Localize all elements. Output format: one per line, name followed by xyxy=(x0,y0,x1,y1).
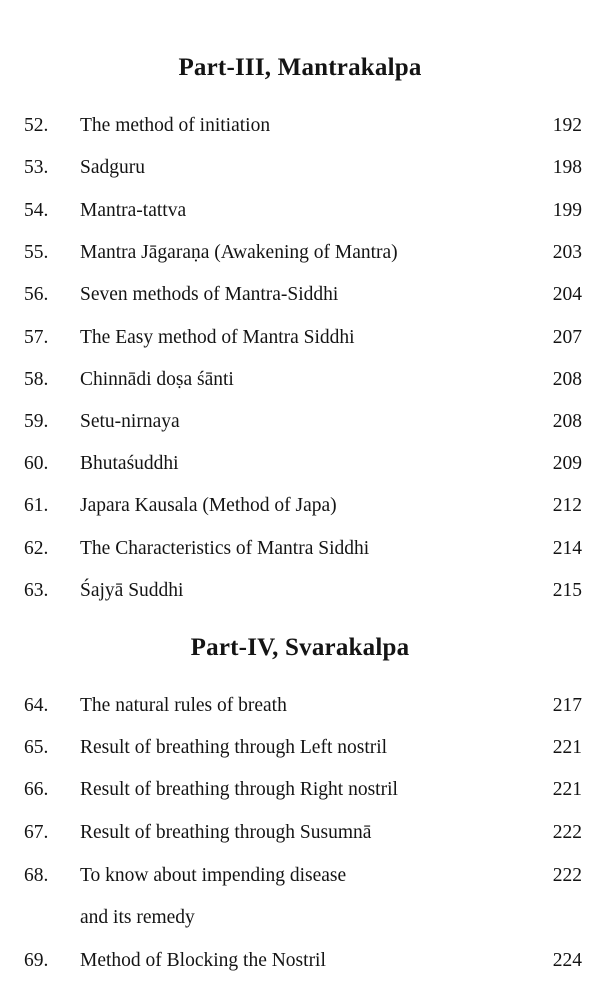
section-title-part-4: Part-IV, Svarakalpa xyxy=(190,634,410,661)
entry-number: 64. xyxy=(24,695,49,716)
entry-number: 68. xyxy=(24,865,49,886)
entry-page: 222 xyxy=(552,822,582,843)
entry-title: Sadguru xyxy=(80,157,145,178)
entry-title: Śajyā Suddhi xyxy=(80,580,184,601)
entry-title: The Easy method of Mantra Siddhi xyxy=(80,327,355,348)
entry-page: 204 xyxy=(552,284,582,305)
entry-title: Result of breathing through Susumnā xyxy=(80,822,372,843)
entry-page: 221 xyxy=(552,779,582,800)
entry-page: 192 xyxy=(552,115,582,136)
toc-entry xyxy=(0,449,600,479)
entry-title: To know about impending disease xyxy=(80,865,347,886)
entry-page: 203 xyxy=(552,242,582,263)
entry-number: 58. xyxy=(24,369,49,390)
toc-entry xyxy=(0,576,600,606)
toc-entry xyxy=(0,153,600,183)
entry-page: 207 xyxy=(552,327,582,348)
entry-page: 214 xyxy=(552,538,582,559)
toc-entry xyxy=(0,196,600,226)
entry-number: 62. xyxy=(24,538,49,559)
entry-page: 208 xyxy=(552,369,582,390)
entry-title-continuation: and its remedy xyxy=(80,907,195,928)
entry-number: 63. xyxy=(24,580,49,601)
entry-title: The method of initiation xyxy=(80,115,271,136)
toc-entry xyxy=(0,407,600,437)
entry-page: 209 xyxy=(552,453,582,474)
toc-entry xyxy=(0,946,600,976)
entry-number: 69. xyxy=(24,950,49,971)
section-title-part-3: Part-III, Mantrakalpa xyxy=(178,54,422,81)
entry-page: 224 xyxy=(552,950,582,971)
toc-entry xyxy=(0,534,600,564)
toc-entry xyxy=(0,238,600,268)
entry-number: 54. xyxy=(24,200,49,221)
entry-number: 66. xyxy=(24,779,49,800)
toc-entry xyxy=(0,775,600,805)
toc-entry xyxy=(0,818,600,848)
toc-entry xyxy=(0,280,600,310)
entry-number: 59. xyxy=(24,411,49,432)
entry-number: 52. xyxy=(24,115,49,136)
entry-title: Method of Blocking the Nostril xyxy=(80,950,326,971)
entry-title: Result of breathing through Right nostril xyxy=(80,779,398,800)
entry-title: The Characteristics of Mantra Siddhi xyxy=(80,538,370,559)
entry-title: Mantra-tattva xyxy=(80,200,187,221)
entry-title: Result of breathing through Left nostril xyxy=(80,737,388,758)
entry-page: 217 xyxy=(552,695,582,716)
entry-page: 199 xyxy=(552,200,582,221)
entry-title: Bhutaśuddhi xyxy=(80,453,179,474)
entry-title: Seven methods of Mantra-Siddhi xyxy=(80,284,339,305)
entry-title: Setu-nirnaya xyxy=(80,411,180,432)
entry-number: 56. xyxy=(24,284,49,305)
toc-entry xyxy=(0,323,600,353)
toc-entry xyxy=(0,111,600,141)
entry-title: Chinnādi doṣa śānti xyxy=(80,369,234,390)
toc-entry xyxy=(0,491,600,521)
entry-number: 60. xyxy=(24,453,49,474)
toc-entry xyxy=(0,733,600,763)
toc-entry xyxy=(0,861,600,928)
entry-page: 198 xyxy=(552,157,582,178)
toc-entry xyxy=(0,691,600,721)
entry-number: 57. xyxy=(24,327,49,348)
toc-entry xyxy=(0,365,600,395)
entry-page: 221 xyxy=(552,737,582,758)
entry-number: 67. xyxy=(24,822,49,843)
entry-page: 222 xyxy=(552,865,582,886)
entry-number: 53. xyxy=(24,157,49,178)
entry-number: 61. xyxy=(24,495,49,516)
entry-page: 215 xyxy=(552,580,582,601)
entry-title: Mantra Jāgaraṇa (Awakening of Mantra) xyxy=(80,242,398,263)
entry-page: 212 xyxy=(552,495,582,516)
entry-page: 208 xyxy=(552,411,582,432)
entry-number: 55. xyxy=(24,242,49,263)
entry-title: The natural rules of breath xyxy=(80,695,287,716)
entry-number: 65. xyxy=(24,737,49,758)
entry-title: Japara Kausala (Method of Japa) xyxy=(80,495,337,516)
